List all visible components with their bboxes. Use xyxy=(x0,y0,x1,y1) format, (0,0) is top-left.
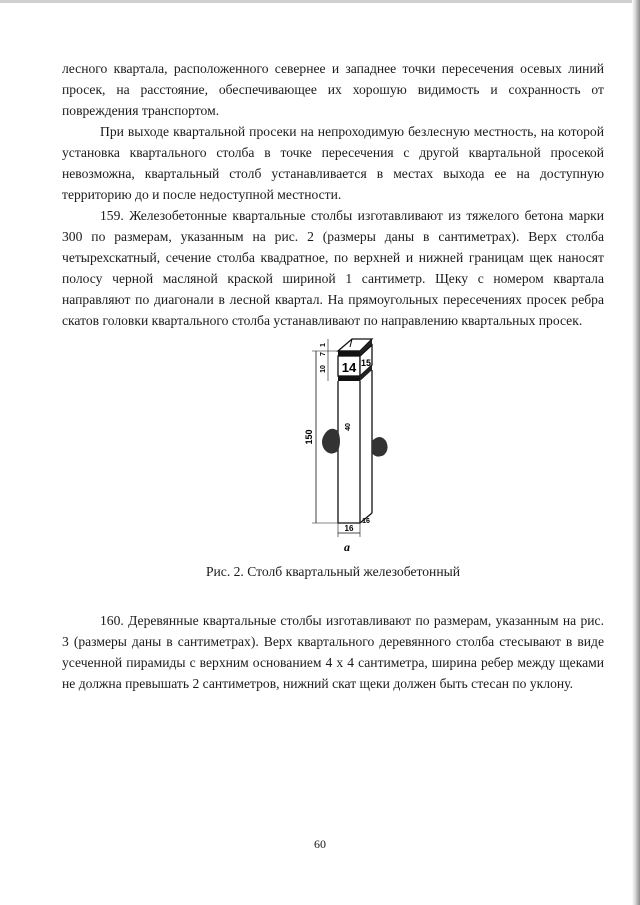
figure-caption: Рис. 2. Столб квартальный железобетонный xyxy=(205,564,461,579)
dim-mid-label: 40 xyxy=(345,423,352,431)
dim-width-label: 16 xyxy=(344,524,354,533)
post-band-bottom xyxy=(338,376,360,381)
post-break-right xyxy=(372,437,388,457)
post-break-left xyxy=(322,429,340,454)
dim-face-label: 10 xyxy=(320,365,327,373)
dim-depth-label: 16 xyxy=(362,518,370,525)
paragraph-160: 160. Деревянные квартальные столбы изготавливают по размерам, указанным на рис. 3 (размеры даны в сантиметрах). Верх квартального деревянного столба стесывают в виде усеченной пирамиды с верхним основанием 4 х 4 сантиметра, ширина ребер между щеками не должна превышать 2 сантиметров, нижний скат щеки должен быть стесан по уклону. xyxy=(62,613,604,691)
dim-top-1-label: 1 xyxy=(320,343,327,347)
paragraph-impassable-terrain: При выходе квартальной просеки на непроходимую безлесную местность, на которой установка квартального столба в точке пересечения с другой квартальной просекой невозможна, квартальный столб устанавливается в местах выхода ее на доступную территорию до и после недоступной местности. xyxy=(62,124,604,202)
post-band-top xyxy=(338,351,360,356)
scan-edge-top xyxy=(0,0,640,3)
scan-edge-right xyxy=(632,0,640,905)
paragraph-159: 159. Железобетонные квартальные столбы изготавливают из тяжелого бетона марки 300 по размерам, указанным на рис. 2 (размеры даны в сантиметрах). Верх столба четырехскатный, сечение столба квадратное, по верхней и нижней границам щек наносят полосу черной масляной краской шириной 1 сантиметр. Щеку с номером квартала направляют по диагонали в лесной квартал. На прямоугольных пересечениях просек ребра скатов головки квартального столба устанавливают по направлению квартальных просек. xyxy=(62,208,604,328)
dim-top-2-label: 7 xyxy=(320,352,327,356)
post-number-front: 14 xyxy=(341,360,357,375)
dim-height-label: 150 xyxy=(304,429,314,445)
post-number-side: 15 xyxy=(360,358,372,368)
paragraph-continuation: лесного квартала, расположенного севернее и западнее точки пересечения осевых линий просек, на расстояние, обеспечивающее их хорошую видимость и сохранность от повреждения транспортом. xyxy=(62,61,604,118)
document-page xyxy=(62,58,604,694)
figure-label-a: а xyxy=(344,540,350,554)
concrete-post-drawing xyxy=(292,337,412,562)
page-number: 60 xyxy=(314,837,326,851)
figure-concrete-post xyxy=(62,337,604,562)
